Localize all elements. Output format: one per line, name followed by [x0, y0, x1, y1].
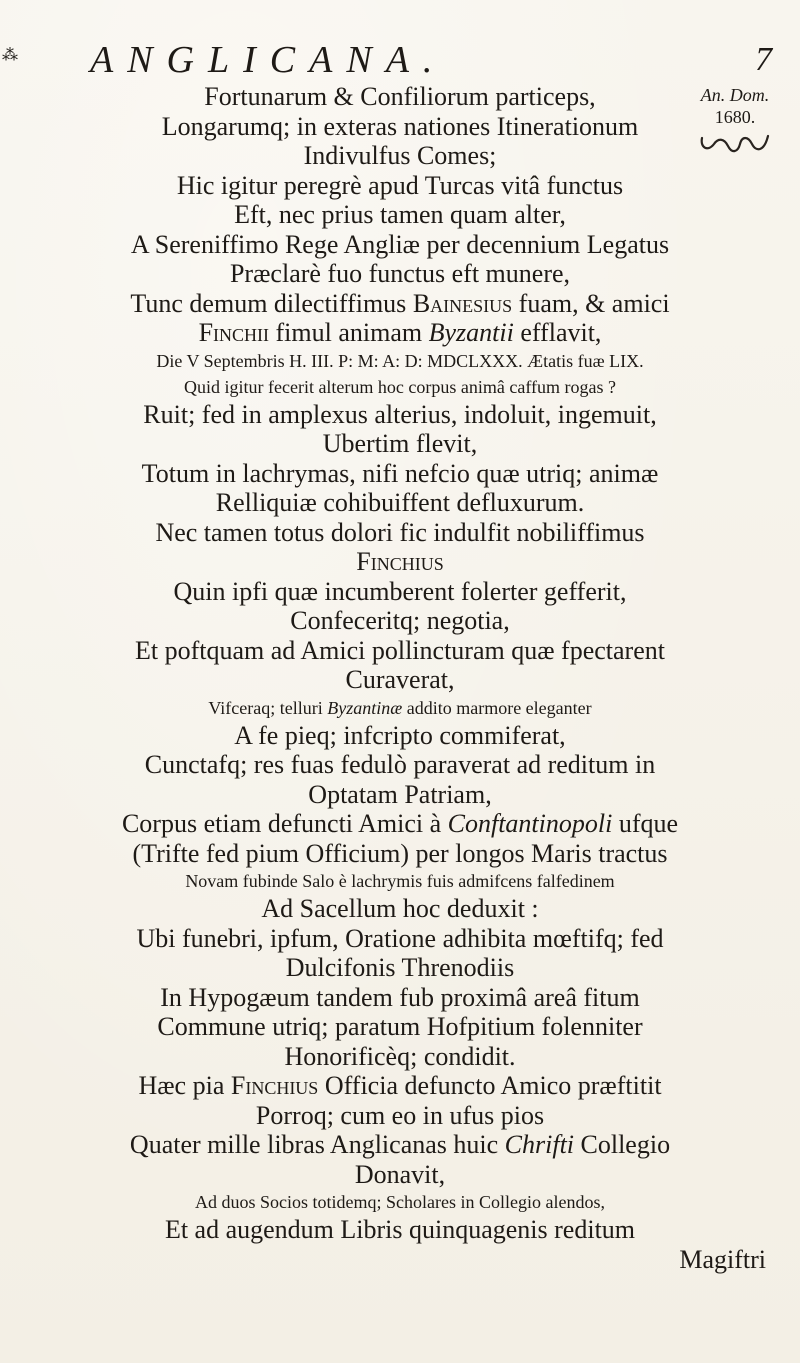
text-line-29: Ad Sacellum hoc deduxit : [261, 894, 539, 923]
text-line-24: Cunctafq; res fuas fedulò paraverat ad reditum in [144, 750, 656, 779]
text-line-33: Commune utriq; paratum Hofpitium folenniter [157, 1012, 643, 1041]
text-line-32: In Hypogæum tandem fub proximâ areâ fitum [160, 982, 640, 1012]
text-line-14: Totum in lachrymas, nifi nefcio quæ utriq; animæ [141, 458, 659, 488]
text-line-26 [8, 809, 792, 839]
inscription-text [8, 82, 792, 1274]
text-line-11: Quid igitur fecerit alterum hoc corpus animâ caffum rogas ? [183, 376, 616, 397]
text-line-10: Die V Septembris H. III. P: M: A: D: MDCLXXX. Ætatis fuæ LIX. [156, 350, 644, 371]
text-segment: fuam, & amici [512, 288, 670, 318]
text-line-6: A Sereniffimo Rege Angliæ per decennium Legatus [130, 229, 670, 259]
name-finchii: Finchii [198, 318, 270, 347]
text-segment: fimul animam [269, 318, 429, 347]
text-line-4: Hic igitur peregrè apud Turcas vitâ functus [176, 170, 624, 200]
name-finchius-inline: Finchius [230, 1071, 319, 1100]
text-line-5: Eft, nec prius tamen quam alter, [234, 200, 566, 229]
text-line-18: Quin ipfi quæ incumberent folerter gefferit, [173, 576, 627, 606]
text-line-34: Honorificèq; condidit. [284, 1041, 516, 1071]
margin-note-year: 1680. [714, 107, 756, 127]
corner-mark-glyph: ⁂ [2, 47, 18, 64]
text-line-35 [8, 1071, 792, 1101]
text-line-36: Porroq; cum eo in ufus pios [255, 1100, 545, 1130]
text-line-38: Donavit, [354, 1159, 446, 1189]
name-bainesius: Bainesius [412, 288, 513, 318]
text-line-15: Relliquiæ cohibuiffent defluxurum. [215, 488, 585, 517]
text-line-1: Fortunarum & Confiliorum particeps, [204, 82, 596, 111]
text-segment: Tunc demum dilectiffimus [130, 288, 413, 318]
running-head [90, 39, 772, 81]
margin-note-era: An. Dom. [700, 85, 770, 105]
text-line-40: Et ad augendum Libris quinquagenis reditum [164, 1215, 636, 1244]
text-line-30: Ubi funebri, ipfum, Oratione adhibita mœftifq; fed [136, 923, 664, 953]
text-segment: Hæc pia [138, 1071, 231, 1100]
text-line-31: Dulcifonis Threnodiis [285, 953, 515, 982]
text-line-20: Et poftquam ad Amici pollincturam quæ fpectarent [135, 635, 665, 665]
text-line-13: Ubertim flevit, [322, 429, 478, 458]
text-line-21: Curaverat, [345, 665, 455, 694]
place-constantinopoli: Conftantinopoli [447, 809, 613, 838]
text-segment: Vifceraq; telluri [208, 697, 328, 718]
text-segment: Corpus etiam defuncti Amici à [121, 809, 448, 838]
text-line-8 [8, 289, 792, 319]
text-segment: Quater mille libras Anglicanas huic [129, 1130, 505, 1159]
text-line-12: Ruit; fed in amplexus alterius, indoluit, ingemuit, [143, 399, 657, 429]
text-line-3: Indivulfus Comes; [303, 141, 497, 170]
page-number: 7 [755, 41, 772, 78]
text-line-22 [8, 695, 792, 721]
text-line-16: Nec tamen totus dolori fic indulfit nobiliffimus [155, 517, 645, 547]
running-title: ANGLICANA. [90, 39, 447, 81]
text-segment: ufque [612, 809, 679, 838]
text-segment: efflavit, [513, 318, 602, 347]
catchword: Magiftri [679, 1244, 766, 1274]
text-line-19: Confeceritq; negotia, [290, 606, 510, 635]
text-segment: Officia defuncto Amico præftitit [318, 1071, 662, 1100]
name-christi: Chrifti [504, 1130, 575, 1159]
place-byzantii: Byzantii [428, 318, 514, 347]
text-line-39: Ad duos Socios totidemq; Scholares in Collegio alendos, [195, 1192, 605, 1212]
text-segment: Collegio [574, 1130, 671, 1159]
text-segment: addito marmore eleganter [402, 697, 592, 718]
text-line-7: Præclarè fuo functus eft munere, [229, 259, 571, 288]
text-line-2: Longarumq; in exteras nationes Itinerationum [161, 111, 639, 141]
text-line-17: Finchius [356, 547, 444, 576]
text-line-25: Optatam Patriam, [308, 779, 492, 809]
text-line-23: A fe pieq; infcripto commiferat, [234, 720, 566, 750]
text-line-27: (Trifte fed pium Officium) per longos Maris tractus [132, 838, 668, 868]
place-byzantinae: Byzantinæ [327, 697, 403, 718]
text-line-37 [8, 1130, 792, 1160]
text-line-28: Novam fubinde Salo è lachrymis fuis admifcens falfedinem [185, 871, 615, 891]
text-line-9 [8, 318, 792, 348]
